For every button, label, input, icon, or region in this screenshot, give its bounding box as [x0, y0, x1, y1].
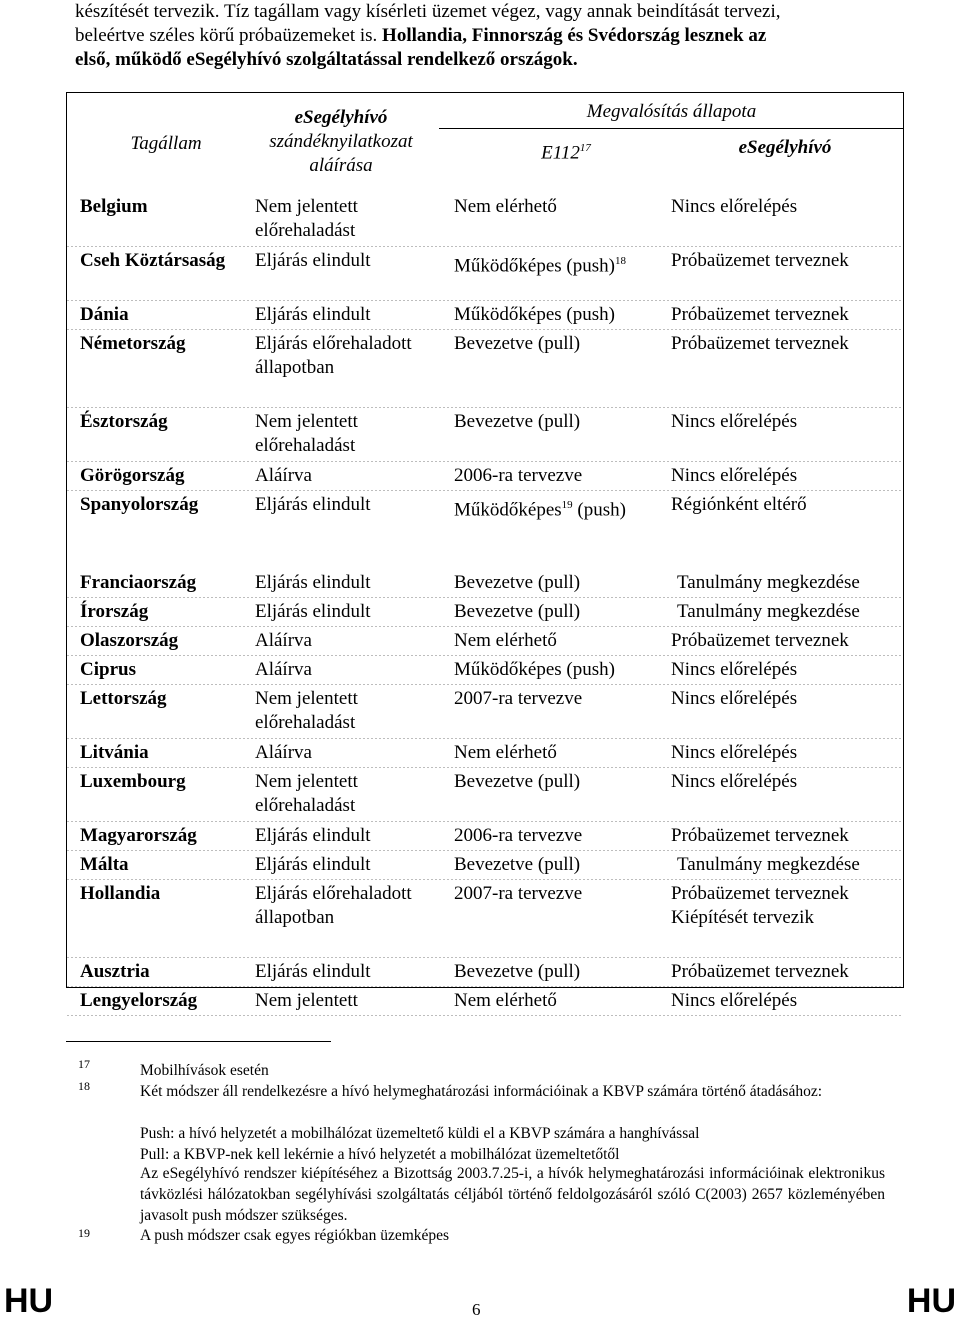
row-status: Nincs előrelépés [671, 990, 798, 1011]
row-signature: Nem jelentett előrehaladást [255, 688, 358, 733]
row-signature: Nem jelentett előrehaladást [255, 196, 358, 241]
header-e112 [486, 136, 646, 165]
row-signature: Eljárás elindult [255, 601, 371, 622]
header-esegelyhivo: eSegélyhívó [738, 137, 832, 158]
row-e112-text: Működőképes (push) [454, 255, 615, 277]
table-row [66, 491, 904, 545]
intro-line-2a: beleértve széles körű próbaüzemeket is. [75, 25, 383, 46]
row-signature: Eljárás előrehaladott állapotban [255, 333, 412, 378]
row-signature: Eljárás elindult [255, 494, 371, 515]
row-status: Próbaüzemet terveznek [671, 333, 849, 354]
row-signature: Eljárás elindult [255, 961, 371, 982]
row-country: Franciaország [80, 572, 197, 593]
row-e112 [454, 571, 664, 595]
footnote-17: Mobilhívások esetén [140, 1062, 269, 1079]
table-row [66, 656, 904, 685]
table-row [66, 822, 904, 851]
row-e112 [454, 464, 664, 488]
table-row [66, 987, 904, 1016]
row-signature: Aláírva [255, 465, 312, 486]
row-e112-text: Működőképes (push) [454, 659, 615, 680]
row-status: Próbaüzemet terveznek [671, 961, 849, 982]
row-e112 [454, 303, 664, 327]
table-row [66, 851, 904, 880]
row-e112-text: Működőképes (push) [454, 304, 615, 325]
row-country: Hollandia [80, 883, 161, 904]
row-country: Spanyolország [80, 494, 199, 515]
intro-line-2 [75, 24, 885, 48]
row-e112-text: Bevezetve (pull) [454, 961, 581, 982]
row-e112 [454, 332, 664, 356]
row-e112 [454, 493, 664, 522]
row-e112-text: 2006-ra tervezve [454, 825, 583, 846]
row-status: Tanulmány megkezdése [677, 854, 860, 875]
row-country: Lengyelország [80, 990, 198, 1011]
header-subline [439, 128, 904, 129]
table-row [66, 958, 904, 987]
table-row [66, 462, 904, 491]
row-status: Próbaüzemet terveznek [671, 825, 849, 846]
row-e112 [454, 824, 664, 848]
footnote-rule [66, 1041, 331, 1042]
row-status: Nincs előrelépés [671, 742, 798, 763]
row-e112 [454, 629, 664, 653]
header-e112-sup: 17 [579, 142, 591, 154]
row-status: Nincs előrelépés [671, 659, 798, 680]
lang-code-left: HU [4, 1282, 54, 1320]
footnote-number-19: 19 [78, 1226, 90, 1240]
row-e112-text: Bevezetve (pull) [454, 572, 581, 593]
row-country: Dánia [80, 304, 129, 325]
row-status: Nincs előrelépés [671, 771, 798, 792]
table-row [66, 627, 904, 656]
row-signature: Aláírva [255, 659, 312, 680]
row-e112-text: Bevezetve (pull) [454, 411, 581, 432]
footnote-18b: Push: a hívó helyzetét a mobilhálózat üzemeltető küldi el a KBVP számára a hanghívással [140, 1125, 700, 1142]
table-body [66, 193, 904, 1016]
table-row [66, 768, 904, 822]
table-row [66, 247, 904, 301]
page-number: 6 [472, 1300, 481, 1319]
lang-code-right: HU [906, 1282, 956, 1320]
row-country: Ausztria [80, 961, 150, 982]
row-country: Észtország [80, 411, 168, 432]
row-country: Ciprus [80, 659, 136, 680]
row-country: Luxembourg [80, 771, 186, 792]
row-e112 [454, 195, 664, 219]
row-e112-suffix: (push) [572, 499, 626, 521]
footnote-18a: Két módszer áll rendelkezésre a hívó helymeghatározási információinak a KBVP számára történő átadásához: [140, 1083, 823, 1100]
row-signature: Aláírva [255, 630, 312, 651]
row-status: Próbaüzemet terveznek [671, 250, 849, 271]
row-e112-text: 2006-ra tervezve [454, 465, 583, 486]
row-status: Nincs előrelépés [671, 196, 798, 217]
header-esig-bold: eSegélyhívó [294, 107, 388, 128]
intro-line-3: első, működő eSegélyhívó szolgáltatással rendelkező országok. [75, 49, 578, 70]
row-e112-text: Nem elérhető [454, 990, 557, 1011]
row-status: Nincs előrelépés [671, 465, 798, 486]
row-e112-text: Bevezetve (pull) [454, 854, 581, 875]
row-signature: Nem jelentett előrehaladást [255, 771, 358, 816]
row-e112 [454, 741, 664, 765]
row-status: Próbaüzemet terveznek [671, 304, 849, 325]
row-e112-text: 2007-ra tervezve [454, 688, 583, 709]
row-country: Málta [80, 854, 129, 875]
row-e112-footnote-ref: 18 [614, 255, 626, 267]
header-megvalositas: Megvalósítás állapota [586, 101, 757, 122]
row-signature: Eljárás elindult [255, 825, 371, 846]
row-country: Görögország [80, 465, 185, 486]
row-e112 [454, 882, 664, 906]
table-row [66, 330, 904, 408]
row-country: Lettország [80, 688, 167, 709]
row-e112-text: Bevezetve (pull) [454, 771, 581, 792]
table-row [66, 880, 904, 958]
row-country: Cseh Köztársaság [80, 250, 226, 271]
footnote-18d: Az eSegélyhívó rendszer kiépítéséhez a Bizottság 2003.7.25-i, a hívók helymeghatározási információinak elektronikus távközlési hálózatokban segélyhívási szolgáltatás céljából történő feldolgozásáról szóló C(2003) 2657 közleményében javasolt push módszer szükséges. [140, 1165, 885, 1224]
row-e112-text: Nem elérhető [454, 630, 557, 651]
row-signature: Nem jelentett előrehaladást [255, 411, 358, 456]
row-signature: Eljárás elindult [255, 854, 371, 875]
row-signature: Aláírva [255, 742, 312, 763]
row-status: Próbaüzemet terveznek Kiépítését tervezik [671, 883, 849, 928]
row-status: Nincs előrelépés [671, 411, 798, 432]
row-country: Litvánia [80, 742, 149, 763]
status-table [66, 92, 904, 1011]
footnote-19: A push módszer csak egyes régiókban üzemképes [140, 1227, 450, 1244]
row-e112-text: Nem elérhető [454, 742, 557, 763]
row-e112 [454, 687, 664, 711]
table-row [66, 545, 904, 569]
row-country: Olaszország [80, 630, 179, 651]
row-e112 [454, 249, 664, 278]
header-esig-line3: aláírása [309, 155, 373, 176]
intro-line-1: készítését tervezik. Tíz tagállam vagy kísérleti üzemet végez, vagy annak beindítását tervezi, [75, 1, 781, 22]
row-signature: Nem jelentett [255, 990, 358, 1011]
intro-line-2b: Hollandia, Finnország és Svédország lesznek az [382, 25, 767, 46]
table-row [66, 739, 904, 768]
row-e112 [454, 600, 664, 624]
row-e112 [454, 960, 664, 984]
table-row [66, 301, 904, 330]
row-status: Próbaüzemet terveznek [671, 630, 849, 651]
table-row [66, 598, 904, 627]
row-e112-text: Bevezetve (pull) [454, 601, 581, 622]
row-signature: Eljárás előrehaladott állapotban [255, 883, 412, 928]
header-esig-line2: szándéknyilatkozat [269, 131, 413, 152]
table-row [66, 193, 904, 247]
row-country: Belgium [80, 196, 148, 217]
row-e112 [454, 658, 664, 682]
header-esig [246, 106, 436, 178]
row-e112 [454, 770, 664, 794]
row-divider [67, 1015, 903, 1016]
row-signature: Eljárás elindult [255, 250, 371, 271]
row-status: Régiónként eltérő [671, 494, 807, 515]
row-country: Magyarország [80, 825, 197, 846]
row-e112-text: Bevezetve (pull) [454, 333, 581, 354]
row-status: Tanulmány megkezdése [677, 572, 860, 593]
table-row [66, 408, 904, 462]
row-e112 [454, 853, 664, 877]
row-e112-footnote-ref: 19 [561, 499, 573, 511]
row-e112 [454, 989, 664, 1013]
row-status: Nincs előrelépés [671, 688, 798, 709]
row-signature: Eljárás elindult [255, 572, 371, 593]
row-country: Németország [80, 333, 186, 354]
row-e112-text: 2007-ra tervezve [454, 883, 583, 904]
row-country: Írország [80, 601, 149, 622]
footnote-18c: Pull: a KBVP-nek kell lekérnie a hívó helyzetét a mobilhálózat üzemeltetőtől [140, 1146, 620, 1163]
row-e112 [454, 410, 664, 434]
footnote-number-18: 18 [78, 1079, 90, 1093]
row-status: Tanulmány megkezdése [677, 601, 860, 622]
row-e112-text: Nem elérhető [454, 196, 557, 217]
table-row [66, 569, 904, 598]
table-row [66, 685, 904, 739]
header-e112-text: E112 [541, 142, 580, 164]
header-tagallam: Tagállam [130, 133, 202, 154]
row-signature: Eljárás elindult [255, 304, 371, 325]
footnote-number-17: 17 [78, 1057, 90, 1071]
table-border-top [66, 92, 904, 93]
row-e112-text: Működőképes [454, 499, 562, 521]
